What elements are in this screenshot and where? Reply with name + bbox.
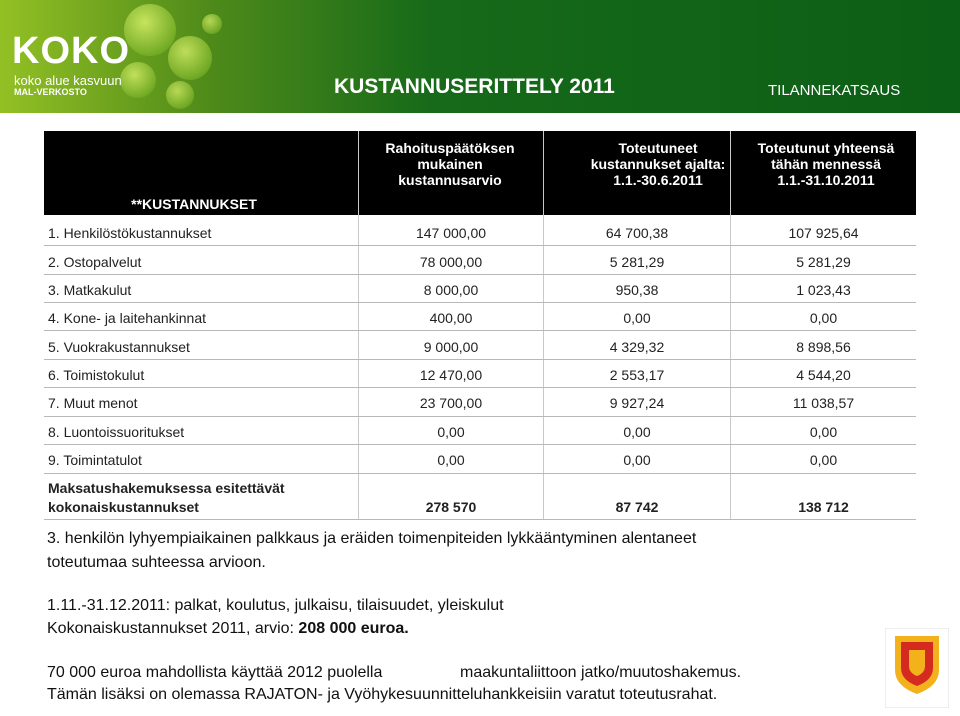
row-label: 4. Kone- ja laitehankinnat	[48, 310, 206, 326]
row-label: 6. Toimistokulut	[48, 367, 145, 383]
note-line	[47, 620, 409, 638]
total-cell: 11 038,57	[792, 395, 855, 411]
budget-cell: 147 000,00	[415, 225, 487, 241]
row-divider	[44, 302, 916, 303]
h1-cell: 950,38	[615, 282, 659, 298]
page-title: KUSTANNUSERITTELY 2011	[334, 75, 615, 98]
note-line: maakuntaliittoon jatko/muutoshakemus.	[460, 664, 742, 681]
h1-cell: 5 281,29	[609, 254, 665, 270]
summary-label	[48, 479, 285, 517]
summary-total: 138 712	[798, 499, 849, 515]
row-divider	[44, 387, 916, 388]
summary-label-line2: kokonaiskustannukset	[48, 499, 199, 515]
row-label: 7. Muut menot	[48, 395, 138, 411]
note-line: 1.11.-31.12.2011: palkat, koulutus, julkaisu, tilaisuudet, yleiskulut	[47, 597, 504, 614]
status-title: TILANNEKATSAUS	[768, 82, 901, 99]
total-cell: 8 898,56	[796, 339, 851, 355]
note-line: Tämän lisäksi on olemassa RAJATON- ja Vyöhykesuunnitteluhankkeisiin varatut toteutusrahat.	[47, 686, 718, 703]
budget-cell: 9 000,00	[423, 339, 479, 355]
row-divider	[44, 245, 916, 246]
tampere-region-logo	[885, 628, 949, 708]
budget-cell: 23 700,00	[419, 395, 483, 411]
row-divider	[44, 359, 916, 360]
budget-cell: 12 470,00	[419, 367, 483, 383]
logo-tagline: koko alue kasvuun	[14, 73, 122, 88]
h1-cell: 64 700,38	[605, 225, 669, 241]
row-divider	[44, 274, 916, 275]
budget-cell: 0,00	[437, 424, 465, 440]
h1-cell: 2 553,17	[609, 367, 665, 383]
row-label: 5. Vuokrakustannukset	[48, 339, 190, 355]
h1-cell: 0,00	[623, 310, 651, 326]
row-label: 3. Matkakulut	[48, 282, 132, 298]
logo-region: MAL-VERKOSTO	[14, 87, 87, 97]
row-label: 2. Ostopalvelut	[48, 254, 142, 270]
note-line: 70 000 euroa mahdollista käyttää 2012 puolella	[47, 664, 383, 681]
summary-label-line1: Maksatushakemuksessa esitettävät	[48, 480, 285, 496]
note-line: 3. henkilön lyhyempiaikainen palkkaus ja eräiden toimenpiteiden lykkääntyminen alentaneet	[47, 530, 697, 547]
budget-cell: 400,00	[429, 310, 473, 326]
h1-cell: 9 927,24	[609, 395, 665, 411]
budget-cell: 78 000,00	[419, 254, 483, 270]
note-prefix: Kokonaiskustannukset 2011, arvio:	[47, 620, 299, 637]
row-divider	[44, 330, 916, 331]
total-cell: 1 023,43	[796, 282, 851, 298]
total-cell: 107 925,64	[788, 225, 859, 241]
row-label: 1. Henkilöstökustannukset	[48, 225, 212, 241]
total-cell: 0,00	[809, 310, 838, 326]
total-cell: 5 281,29	[796, 254, 851, 270]
budget-cell: 0,00	[437, 452, 465, 468]
column-header-h1: Toteutuneet kustannukset ajalta: 1.1.-30.6.2011	[590, 140, 726, 188]
note-estimate: 208 000 euroa.	[298, 620, 409, 637]
note-line: toteutumaa suhteessa arvioon.	[47, 554, 266, 571]
row-label: 9. Toimintatulot	[48, 452, 142, 468]
h1-cell: 4 329,32	[609, 339, 665, 355]
header-banner	[0, 0, 960, 113]
row-divider	[44, 519, 916, 520]
row-divider	[44, 416, 916, 417]
column-header-total: Toteutunut yhteensä tähän mennessä 1.1.-31.10.2011	[757, 140, 895, 188]
coat-of-arms-icon	[885, 628, 949, 708]
budget-cell: 8 000,00	[423, 282, 479, 298]
summary-budget: 278 570	[425, 499, 477, 515]
total-cell: 4 544,20	[796, 367, 851, 383]
row-label: 8. Luontoissuoritukset	[48, 424, 185, 440]
summary-h1: 87 742	[615, 499, 659, 515]
column-header-budget: Rahoituspäätöksen mukainen kustannusarvio	[385, 140, 515, 188]
koko-logo	[0, 0, 230, 113]
row-divider	[44, 473, 916, 474]
total-cell: 0,00	[809, 452, 838, 468]
row-divider	[44, 444, 916, 445]
h1-cell: 0,00	[623, 452, 651, 468]
column-header-costs: **KUSTANNUKSET	[131, 196, 257, 212]
h1-cell: 0,00	[623, 424, 651, 440]
total-cell: 0,00	[809, 424, 838, 440]
logo-wordmark: KOKO	[12, 30, 130, 72]
